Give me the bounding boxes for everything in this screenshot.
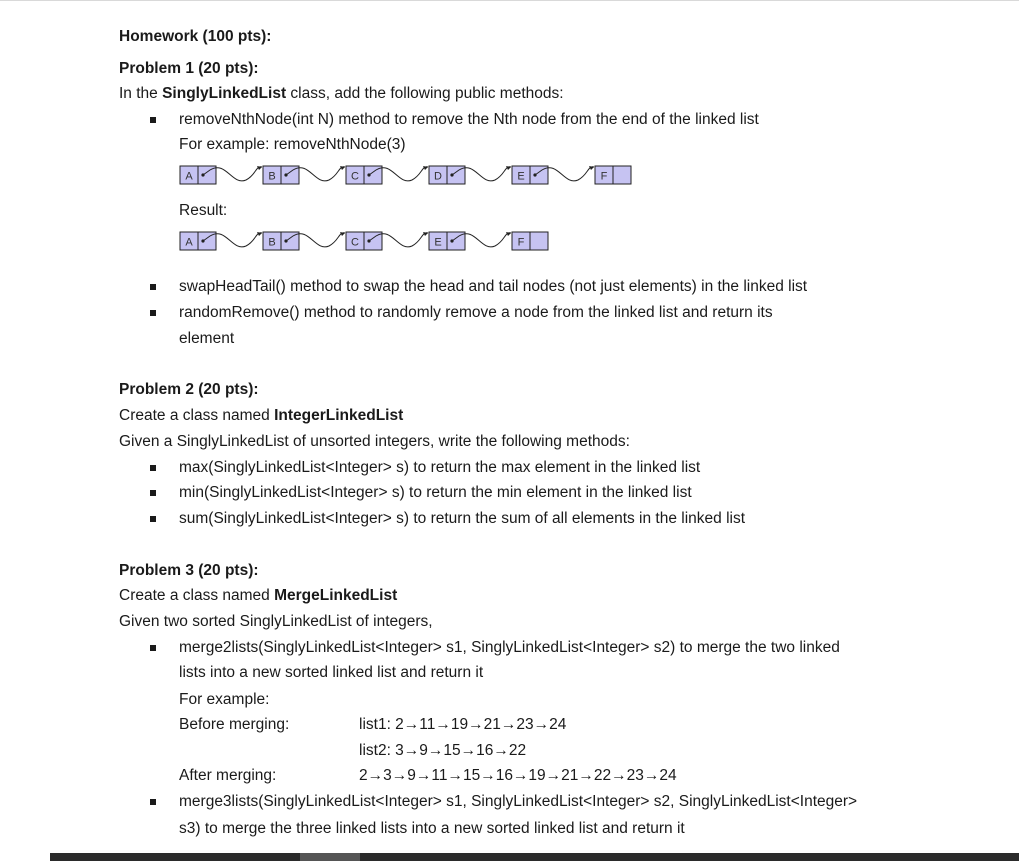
problem3-create-prefix: Create a class named xyxy=(119,587,275,604)
problem1-example-label: For example: removeNthNode(3) xyxy=(179,136,406,153)
problem3-list2: list2: 3→9→15→16→22 xyxy=(359,742,527,759)
problem3-create xyxy=(119,586,397,606)
linked-list-before-diagram xyxy=(175,160,645,192)
problem1-item-random-remove: randomRemove() method to randomly remove a node from the linked list and return its xyxy=(179,304,773,321)
problem2-item-sum: sum(SinglyLinkedList<Integer> s) to return the sum of all elements in the linked list xyxy=(179,510,746,527)
problem2-title: Problem 2 (20 pts): xyxy=(119,381,259,398)
problem3-item-merge2-cont: lists into a new sorted linked list and return it xyxy=(179,664,484,681)
node-next-cell xyxy=(613,166,631,184)
problem1-intro xyxy=(119,84,564,104)
horizontal-scrollbar[interactable] xyxy=(50,853,1019,861)
problem2-create-prefix: Create a class named xyxy=(119,407,275,424)
problem3-after-label: After merging: xyxy=(179,767,277,784)
node-label: C xyxy=(351,236,359,249)
problem3-example-label: For example: xyxy=(179,691,270,708)
node-label: A xyxy=(185,170,193,183)
node-next-cell xyxy=(530,232,548,250)
node-label: E xyxy=(434,236,442,249)
node-label: F xyxy=(517,236,525,249)
node-label: C xyxy=(351,170,359,183)
problem3-item-merge3: merge3lists(SinglyLinkedList<Integer> s1, SinglyLinkedList<Integer> s2, SinglyLinkedList<Integer> xyxy=(179,793,858,810)
problem1-title: Problem 1 (20 pts): xyxy=(119,60,259,77)
problem1-intro-prefix: In the xyxy=(119,85,163,102)
problem3-merged: 2→3→9→11→15→16→19→21→22→23→24 xyxy=(359,767,677,784)
node-label: B xyxy=(268,236,276,249)
problem1-item-swap: swapHeadTail() method to swap the head and tail nodes (not just elements) in the linked list xyxy=(179,278,808,295)
problem3-title: Problem 3 (20 pts): xyxy=(119,562,259,579)
problem3-list1: list1: 2→11→19→21→23→24 xyxy=(359,716,567,733)
node-label: D xyxy=(434,170,442,183)
bullet-icon xyxy=(150,799,156,805)
homework-title: Homework (100 pts): xyxy=(119,28,272,45)
bullet-icon xyxy=(150,465,156,471)
problem2-item-min: min(SinglyLinkedList<Integer> s) to return the min element in the linked list xyxy=(179,484,692,501)
problem3-before-label: Before merging: xyxy=(179,716,290,733)
problem2-given: Given a SinglyLinkedList of unsorted integers, write the following methods: xyxy=(119,433,630,450)
problem1-result-label: Result: xyxy=(179,202,228,219)
problem2-item-max: max(SinglyLinkedList<Integer> s) to return the max element in the linked list xyxy=(179,459,701,476)
node-label: B xyxy=(268,170,276,183)
linked-list-after-diagram xyxy=(175,226,575,258)
scrollbar-thumb[interactable] xyxy=(300,853,360,861)
bullet-icon xyxy=(150,645,156,651)
problem3-item-merge2: merge2lists(SinglyLinkedList<Integer> s1, SinglyLinkedList<Integer> s2) to merge the two linked xyxy=(179,639,840,656)
problem3-create-class: MergeLinkedList xyxy=(274,587,398,604)
problem1-item-random-remove-cont: element xyxy=(179,330,235,347)
bullet-icon xyxy=(150,516,156,522)
problem1-item-remove-nth: removeNthNode(int N) method to remove the Nth node from the end of the linked list xyxy=(179,111,759,128)
bullet-icon xyxy=(150,284,156,290)
bullet-icon xyxy=(150,490,156,496)
node-label: F xyxy=(600,170,608,183)
problem3-item-merge3-cont: s3) to merge the three linked lists into a new sorted linked list and return it xyxy=(179,820,685,837)
node-label: E xyxy=(517,170,525,183)
problem2-create xyxy=(119,406,403,426)
problem1-intro-suffix: class, add the following public methods: xyxy=(286,85,564,102)
problem2-create-class: IntegerLinkedList xyxy=(274,407,404,424)
problem1-intro-class: SinglyLinkedList xyxy=(162,85,287,102)
problem3-given: Given two sorted SinglyLinkedList of integers, xyxy=(119,613,433,630)
bullet-icon xyxy=(150,310,156,316)
bullet-icon xyxy=(150,117,156,123)
node-label: A xyxy=(185,236,193,249)
